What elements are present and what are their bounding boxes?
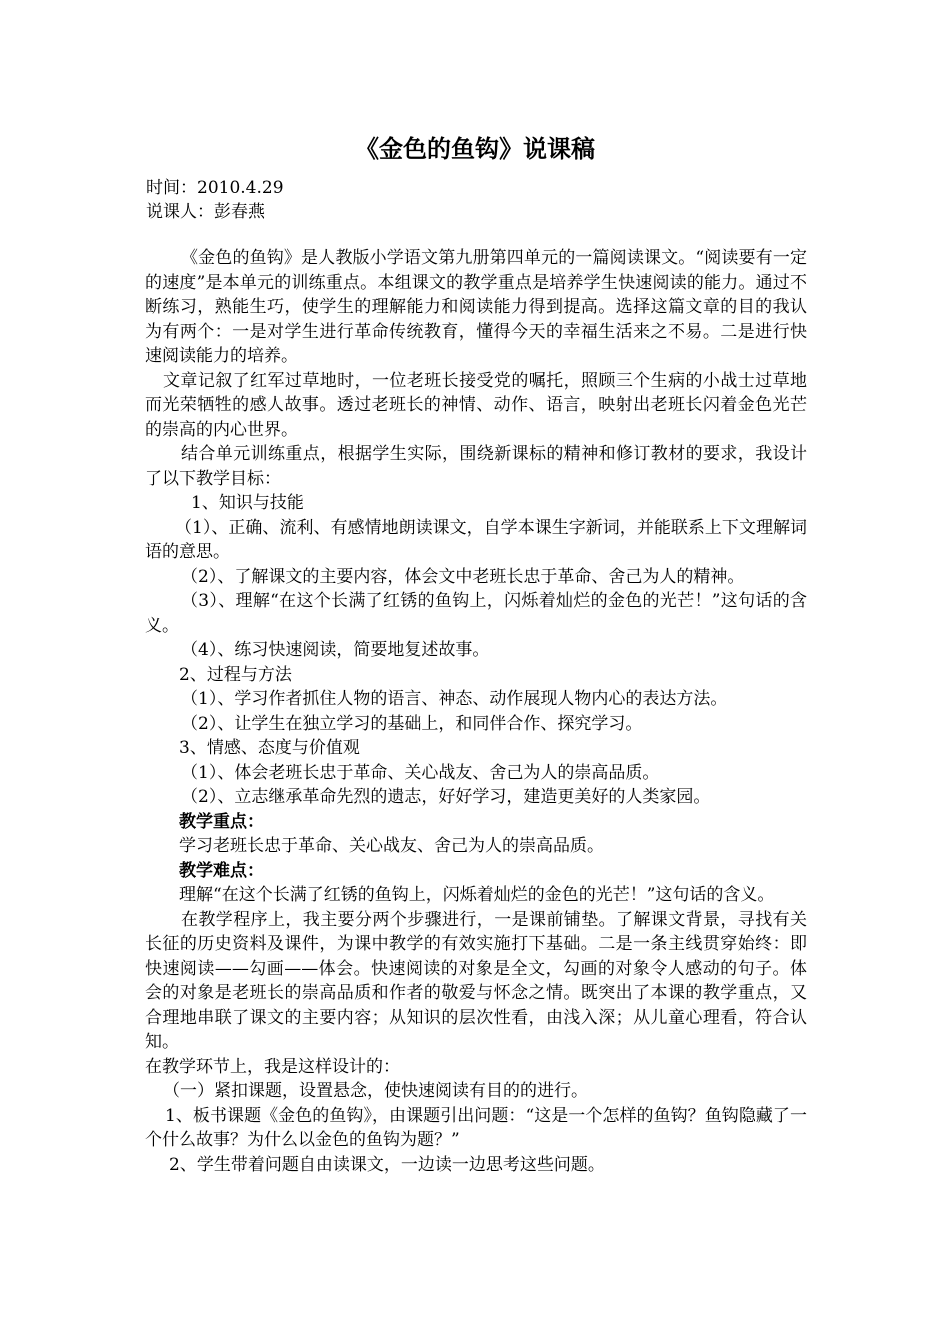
goal-item: （4）、练习快速阅读，简要地复述故事。 (181, 640, 490, 660)
heading-difficulty: 教学难点： (179, 860, 264, 881)
goal-item: （2）、立志继承革命先烈的遗志，好好学习，建造更美好的人类家园。 (181, 787, 711, 807)
paragraph-procedure: 在教学程序上，我主要分两个步骤进行，一是课前铺垫。了解课文背景，寻找有关长征的历史资料及课件，为课中教学的有效实施打下基础。二是一条主线贯穿始终：即快速阅读——勾画——体会。快速阅读的对象是全文，勾画的对象令人感动的句子。体会的对象是老班长的崇高品质和作者的敬爱与怀念之情。既突出了本课的教学重点，又合理地串联了课文的主要内容；从知识的层次性看，由浅入深；从儿童心理看，符合认知。 (145, 909, 807, 1052)
goal-item: （1）、正确、流利、有感情地朗读课文，自学本课生字新词，并能联系上下文理解词语的意思。 (145, 517, 807, 562)
document-body (145, 246, 807, 1177)
heading-process: 2、过程与方法 (179, 664, 292, 685)
step-item: 1、板书课题《金色的鱼钩》，由课题引出问题：“这是一个怎样的鱼钩？鱼钩隐藏了一个什么故事？为什么以金色的鱼钩为题？” (145, 1105, 807, 1150)
key-point-text: 学习老班长忠于革命、关心战友、舍己为人的崇高品质。 (179, 836, 604, 856)
goal-item: （3）、理解“在这个长满了红锈的鱼钩上，闪烁着灿烂的金色的光芒！”这句话的含义。 (145, 591, 807, 636)
meta-time: 时间：2010.4.29 (146, 178, 284, 198)
document-meta (146, 176, 284, 224)
paragraph-design-intro: 在教学环节上，我是这样设计的： (145, 1056, 400, 1077)
paragraph-intro: 《金色的鱼钩》是人教版小学语文第九册第四单元的一篇阅读课文。“阅读要有一定的速度”是本单元的训练重点。本组课文的教学重点是培养学生快速阅读的能力。通过不断练习，熟能生巧，使学生的理解能力和阅读能力得到提高。选择这篇文章的目的我认为有两个：一是对学生进行革命传统教育，懂得今天的幸福生活来之不易。二是进行快速阅读能力的培养。 (145, 248, 807, 366)
goal-item: （1）、体会老班长忠于革命、关心战友、舍己为人的崇高品质。 (181, 762, 660, 783)
goal-item: （2）、了解课文的主要内容，体会文中老班长忠于革命、舍己为人的精神。 (181, 566, 745, 587)
goal-item: （2）、让学生在独立学习的基础上，和同伴合作、探究学习。 (181, 713, 643, 734)
goal-item: （1）、学习作者抓住人物的语言、神态、动作展现人物内心的表达方法。 (181, 689, 728, 709)
step-item: 2、学生带着问题自由读课文，一边读一边思考这些问题。 (169, 1154, 605, 1175)
paragraph-goals-intro: 结合单元训练重点，根据学生实际，围绕新课标的精神和修订教材的要求，我设计了以下教学目标： (145, 444, 807, 489)
paragraph-summary: 文章记叙了红军过草地时，一位老班长接受党的嘱托，照顾三个生病的小战士过草地而光荣牺牲的感人故事。透过老班长的神情、动作、语言，映射出老班长闪着金色光芒的崇高的内心世界。 (145, 370, 807, 440)
step-heading-1: （一）紧扣课题，设置悬念，使快速阅读有目的的进行。 (163, 1081, 588, 1101)
heading-key-point: 教学重点： (179, 811, 264, 832)
heading-emotion: 3、情感、态度与价值观 (179, 738, 360, 758)
meta-speaker: 说课人：彭春燕 (146, 202, 265, 222)
difficulty-text: 理解“在这个长满了红锈的鱼钩上，闪烁着灿烂的金色的光芒！”这句话的含义。 (179, 885, 775, 905)
heading-knowledge: 1、知识与技能 (191, 493, 304, 513)
document-title: 《金色的鱼钩》说课稿 (355, 135, 595, 163)
